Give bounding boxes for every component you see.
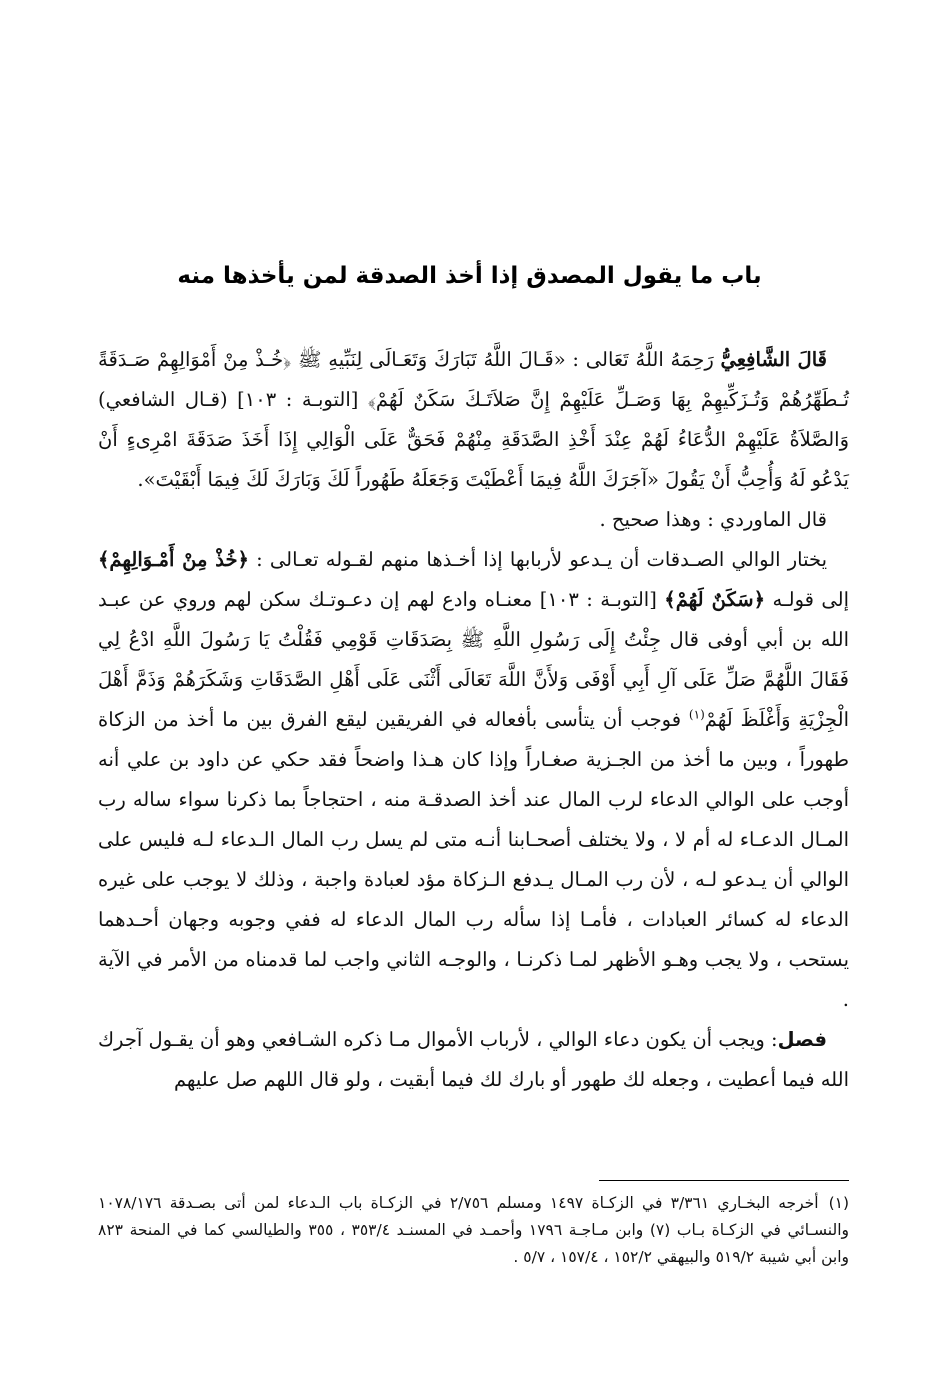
paragraph-text: [التوبـة : ١٠٣] معنـاه وادع لهم إن دعـوتـك سكن لهم وروي عن عبـد الله بن أبي أوفى قال جِئْتُ إِلَى رَسُولِ اللَّهِ ﷺ بِصَدَقَاتِ قَوْمِي فَقُلْتُ يَا رَسُولَ اللَّهِ ادْعُ لِي فَقَالَ اللَّهُمَّ صَلِّ عَلَى آلِ أَبِي أَوْفَى وَلأَنَّ اللَّهَ تَعَالَى أَثْنَى عَلَى أَهْلِ الصَّدَقَاتِ وَشَكَرَهُمْ وَذَمَّ أَهْلَ الْجِزْيَةِ وَأَغْلَظَ لَهُمْ [98, 588, 850, 731]
footnote-divider [599, 1180, 849, 1181]
paragraph-text: إلى قولـه [765, 588, 850, 611]
chapter-title: باب ما يقول المصدق إذا أخذ الصدقة لمن يأخذها منه [177, 263, 762, 289]
section-label: فصل [777, 1028, 827, 1051]
paragraph-mawardi: قال الماوردي : وهذا صحيح . [599, 508, 827, 531]
main-text [98, 340, 849, 1100]
footnotes [98, 1190, 849, 1271]
quran-verse: ﴿سَكَنٌ لَهُمْ﴾ [664, 588, 766, 611]
quran-verse: ﴿خُذْ مِنْ أَمْـوَالِهِمْ﴾ [98, 548, 249, 571]
footnote-reference: (١) [688, 707, 705, 722]
paragraph-fasl [98, 1020, 849, 1100]
speaker-name: قَالَ الشَّافِعِيُّ [720, 348, 827, 371]
paragraph-text: فوجب أن يتأسى بأفعاله في الفريقين ليقع الفرق بين ما أخذ من الزكاة طهوراً ، وبين ما أخذ من الجـزية صغـاراً وإذا كان هـذا واضحاً فقد حكي عن داود بن علي أنه أوجب على الوالي الدعاء لرب المال عند أخذ الصدقـة منه ، احتجاجاً بما ذكرنا سواء ساله رب المـال الدعـاء له أم لا ، ولا يختلف أصحـابنا أنـه متى لم يسل رب المال الـدعاء لـه فليس على الوالي أن يـدعو لـه ، لأن رب المـال يـدفع الـزكاة مؤد لعبادة واجبة ، وذلك لا يوجب على غيره الدعاء له كسائر العبادات ، فأمـا إذا سأله رب المال الدعاء له ففي وجوبه وجهان أحـدهما يستحب ، ولا يجب وهـو الأظهر لمـا ذكرنـا ، والوجـه الثاني واجب لما قدمناه من الأمر في الآية . [98, 708, 849, 1011]
footnote-number: (١) [828, 1194, 850, 1212]
footnote-item [98, 1190, 849, 1271]
footnote-text: أخرجه البخـاري ٣/٣٦١ في الزكـاة ١٤٩٧ ومسلم ٢/٧٥٦ في الزكـاة باب الـدعاء لمن أتى بصـدقة ١٠٧٨/١٧٦ والنسـائي في الزكـاة بـاب (٧) وابن مـاجـة ١٧٩٦ وأحمـد في المسنـد ٣٥٣/٤ ، ٣٥٥ والطيالسي كما في المنحة ٨٢٣ وابن أبي شيبة ٥١٩/٢ والبيهقي ١٥٢/٢ ، ١٥٧/٤ ، ٥/٧ . [98, 1194, 849, 1266]
paragraph-shafii-quote [98, 340, 849, 500]
paragraph-explanation [98, 540, 849, 1020]
paragraph-text: : ويجب أن يكون دعاء الوالي ، لأرباب الأموال مـا ذكره الشـافعي وهو أن يقـول آجرك الله فيما أعطيت ، وجعله لك طهور أو بارك لك فيما أبقيت ، ولو قال اللهم صل عليهم [97, 1028, 849, 1091]
paragraph-text: يختار الوالي الصـدقات أن يـدعو لأربابها إذا أخـذها منهم لقـوله تعـالى : [248, 548, 828, 571]
paragraph-text: رَحِمَهُ اللَّهُ تَعَالى : «قَـالَ اللَّهُ تَبَارَكَ وَتَعَـالَى لِنَبِّيهِ ﷺ ﴿خُـذْ مِنْ أَمْوَالِهِمْ صَـدَقَةً تُـطَهِّرُهُمْ وَتُـزَكِّيهِمْ بِهَا وَصَـلِّ عَلَيْهِمْ إِنَّ صَلاَتَـكَ سَكَنٌ لَهُمْ﴾ [التوبـة : ١٠٣] (قـال الشافعي) وَالصَّلاَةُ عَلَيْهِمْ الدُّعَاءُ لَهُمْ عِنْدَ أَخْذِ الصَّدَقَةِ مِنْهُمْ فَحَقٌّ عَلَى الْوَالِي إِذَا أَخَذَ صَدَقَةَ امْرِىءٍ أَنْ يَدْعُو لَهُ وَأُحِبُّ أَنْ يَقُولَ «آجَرَكَ اللَّهُ فِيمَا أَعْطَيْتَ وَجَعَلَهُ طَهُوراً لَكَ وَبَارَكَ لَكَ فِيمَا أَبْقَيْتَ». [98, 348, 849, 491]
